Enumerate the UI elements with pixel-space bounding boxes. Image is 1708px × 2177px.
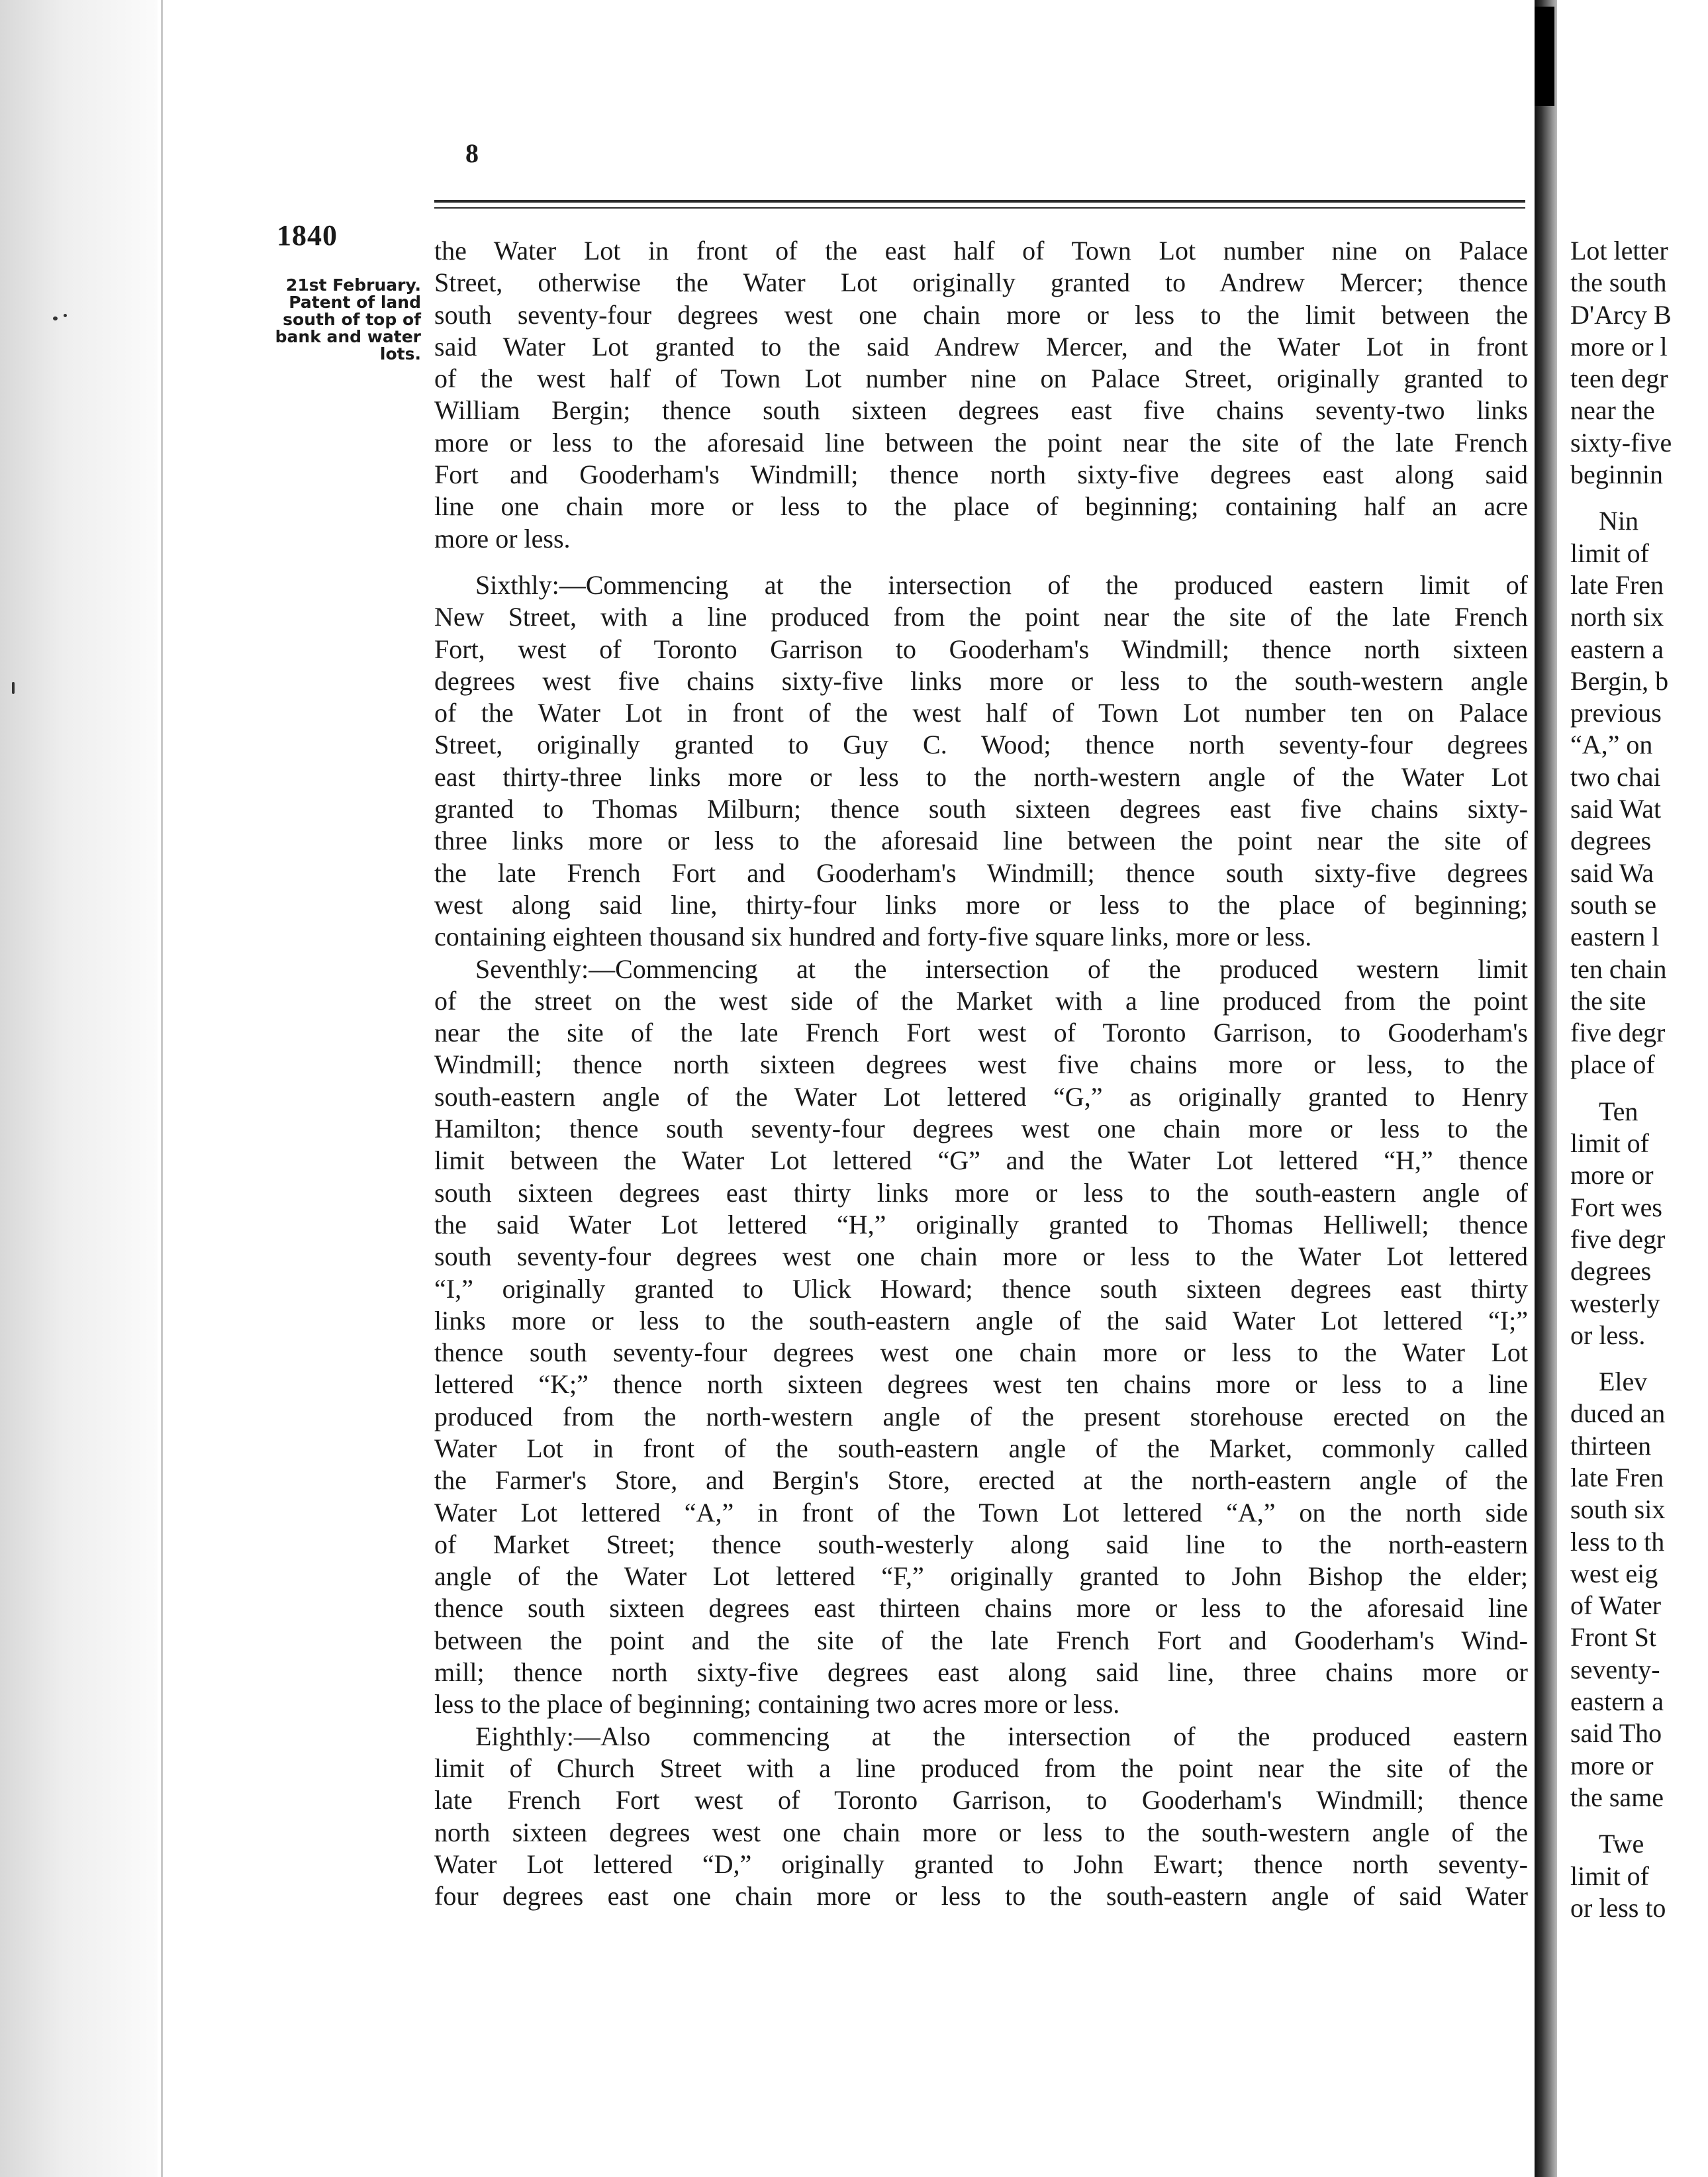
text-line: “I,” originally granted to Ulick Howard; thence south sixteen degrees east thirty: [434, 1273, 1528, 1304]
facing-text-line: place of: [1570, 1049, 1655, 1080]
text-line: Street, originally granted to Guy C. Wood; thence north seventy-four degrees: [434, 730, 1528, 760]
facing-text-line: the same: [1570, 1782, 1664, 1812]
text-line: more or less to the aforesaid line between the point near the site of the late French: [434, 427, 1528, 458]
facing-text-line: limit of: [1570, 1861, 1649, 1891]
paragraph-gap: [1570, 491, 1708, 505]
facing-text-line: teen degr: [1570, 363, 1668, 394]
text-line: Fort and Gooderham's Windmill; thence north sixty-five degrees east along said: [434, 460, 1528, 490]
facing-text-line: or less to: [1570, 1892, 1666, 1923]
text-line: of Market Street; thence south-westerly along said line to the north-eastern: [434, 1529, 1528, 1559]
facing-text-line: said Wa: [1570, 857, 1654, 888]
facing-text-line: south se: [1570, 889, 1656, 920]
text-line: late French Fort west of Toronto Garrison, to Gooderham's Windmill; thence: [434, 1785, 1528, 1815]
facing-text-line: degrees: [1570, 826, 1652, 856]
scan-speck: [53, 316, 58, 320]
facing-text-line: south six: [1570, 1494, 1666, 1525]
text-line: Water Lot in front of the south-eastern angle of the Market, commonly called: [434, 1433, 1528, 1463]
header-rule-thin: [434, 207, 1525, 209]
text-line: between the point and the site of the late French Fort and Gooderham's Wind-: [434, 1625, 1528, 1655]
facing-text-line: Twe: [1599, 1829, 1644, 1859]
facing-text-line: previous: [1570, 698, 1662, 728]
text-line: of the west half of Town Lot number nine on Palace Street, originally granted to: [434, 363, 1528, 394]
text-line: the Water Lot in front of the east half of Town Lot number nine on Palace: [434, 236, 1528, 266]
facing-text-line: eastern l: [1570, 922, 1660, 952]
text-line: thence south sixteen degrees east thirteen chains more or less to the aforesaid line: [434, 1593, 1528, 1623]
facing-text-line: Fort wes: [1570, 1192, 1662, 1222]
paragraph-gap: [1570, 1081, 1708, 1096]
facing-text-line: two chai: [1570, 761, 1661, 792]
facing-text-line: degrees: [1570, 1256, 1652, 1286]
text-line: Water Lot lettered “A,” in front of the Town Lot lettered “A,” on the north side: [434, 1497, 1528, 1527]
facing-text-line: said Tho: [1570, 1718, 1662, 1749]
text-line: north sixteen degrees west one chain more or less to the south-western angle of the: [434, 1817, 1528, 1847]
facing-text-line: D'Arcy B: [1570, 299, 1672, 330]
text-line: the Farmer's Store, and Bergin's Store, erected at the north-eastern angle of the: [434, 1465, 1528, 1496]
text-line: south seventy-four degrees west one chain more or less to the limit between the: [434, 299, 1528, 330]
facing-text-line: ten chain: [1570, 953, 1667, 984]
facing-page-fragment: [1570, 235, 1708, 1924]
text-line: less to the place of beginning; containing two acres more or less.: [434, 1689, 1120, 1719]
facing-text-line: limit of: [1570, 538, 1649, 568]
facing-text-line: north six: [1570, 602, 1664, 632]
facing-text-line: the site: [1570, 985, 1646, 1016]
scan-speck: [64, 314, 67, 317]
text-line: the late French Fort and Gooderham's Windmill; thence south sixty-five degrees: [434, 857, 1528, 888]
facing-text-line: Bergin, b: [1570, 665, 1669, 696]
facing-text-line: Front St: [1570, 1622, 1657, 1653]
facing-text-line: more or l: [1570, 331, 1668, 362]
header-rule: [434, 200, 1525, 203]
text-line: Seventhly:—Commencing at the intersection of the produced western limit: [475, 953, 1528, 984]
text-line: east thirty-three links more or less to the north-western angle of the Water Lot: [434, 761, 1528, 792]
facing-text-line: seventy-: [1570, 1654, 1660, 1684]
left-page-shadow: [0, 0, 158, 2177]
paragraph-gap: [1570, 1814, 1708, 1828]
margin-year: 1840: [277, 219, 338, 252]
facing-text-line: west eig: [1570, 1558, 1658, 1588]
text-line: limit between the Water Lot lettered “G” and the Water Lot lettered “H,” thence: [434, 1145, 1528, 1176]
text-line: south sixteen degrees east thirty links more or less to the south-eastern angle of: [434, 1177, 1528, 1208]
text-line: New Street, with a line produced from the point near the site of the late French: [434, 602, 1528, 632]
text-line: near the site of the late French Fort west of Toronto Garrison, to Gooderham's: [434, 1018, 1528, 1048]
text-line: west along said line, thirty-four links more or less to the place of beginning;: [434, 889, 1528, 920]
text-line: produced from the north-western angle of the present storehouse erected on the: [434, 1401, 1528, 1431]
text-line: Fort, west of Toronto Garrison to Gooderham's Windmill; thence north sixteen: [434, 634, 1528, 664]
text-line: four degrees east one chain more or less to the south-eastern angle of said Water: [434, 1881, 1528, 1911]
facing-text-line: five degr: [1570, 1224, 1666, 1254]
text-line: granted to Thomas Milburn; thence south sixteen degrees east five chains sixty-: [434, 794, 1528, 824]
facing-text-line: near the: [1570, 395, 1655, 426]
main-text-column: [434, 235, 1528, 1912]
facing-text-line: of Water: [1570, 1590, 1662, 1621]
page-number: 8: [465, 138, 479, 168]
facing-text-line: Nin: [1599, 506, 1638, 536]
text-line: limit of Church Street with a line produced from the point near the site of the: [434, 1753, 1528, 1783]
facing-text-line: more or: [1570, 1750, 1654, 1780]
facing-text-line: eastern a: [1570, 1686, 1664, 1717]
facing-text-line: or less.: [1570, 1320, 1646, 1350]
facing-text-line: limit of: [1570, 1128, 1649, 1159]
text-line: said Water Lot granted to the said Andrew Mercer, and the Water Lot in front: [434, 331, 1528, 362]
facing-text-line: “A,” on: [1570, 730, 1653, 760]
text-line: Sixthly:—Commencing at the intersection of the produced eastern limit of: [475, 569, 1528, 600]
facing-text-line: Elev: [1599, 1367, 1648, 1397]
text-line: south seventy-four degrees west one chain more or less to the Water Lot lettered: [434, 1241, 1528, 1272]
facing-text-line: more or: [1570, 1160, 1654, 1190]
text-line: Hamilton; thence south seventy-four degrees west one chain more or less to the: [434, 1114, 1528, 1144]
text-line: mill; thence north sixty-five degrees east along said line, three chains more or: [434, 1657, 1528, 1688]
text-line: of the Water Lot in front of the west half of Town Lot number ten on Palace: [434, 698, 1528, 728]
facing-text-line: westerly: [1570, 1288, 1660, 1318]
margin-note: 21st February. Patent of land south of top of bank and water lots.: [275, 275, 421, 363]
facing-text-line: beginnin: [1570, 460, 1663, 490]
facing-text-line: thirteen: [1570, 1430, 1652, 1461]
paragraph-gap: [1570, 1351, 1708, 1366]
text-line: of the street on the west side of the Market with a line produced from the point: [434, 985, 1528, 1016]
facing-text-line: duced an: [1570, 1398, 1666, 1429]
book-gutter-dark-patch: [1535, 7, 1554, 106]
text-line: links more or less to the south-eastern angle of the said Water Lot lettered “I;”: [434, 1305, 1528, 1335]
text-line: William Bergin; thence south sixteen degrees east five chains seventy-two links: [434, 395, 1528, 426]
book-gutter: [1535, 0, 1557, 2177]
facing-text-line: late Fren: [1570, 569, 1664, 600]
paragraph-gap: [434, 555, 1528, 569]
text-line: Water Lot lettered “D,” originally granted to John Ewart; thence north seventy-: [434, 1849, 1528, 1879]
text-line: three links more or less to the aforesaid line between the point near the site of: [434, 826, 1528, 856]
facing-text-line: sixty-five: [1570, 427, 1672, 458]
facing-text-line: less to th: [1570, 1526, 1665, 1557]
text-line: angle of the Water Lot lettered “F,” originally granted to John Bishop the elder;: [434, 1561, 1528, 1592]
facing-text-line: late Fren: [1570, 1462, 1664, 1492]
text-line: the said Water Lot lettered “H,” originally granted to Thomas Helliwell; thence: [434, 1209, 1528, 1239]
text-line: line one chain more or less to the place of beginning; containing half an acre: [434, 491, 1528, 522]
text-line: degrees west five chains sixty-five links more or less to the south-western angle: [434, 665, 1528, 696]
scan-speck: [12, 682, 15, 694]
facing-text-line: the south: [1570, 267, 1667, 298]
facing-text-line: five degr: [1570, 1018, 1666, 1048]
text-line: south-eastern angle of the Water Lot lettered “G,” as originally granted to Henry: [434, 1081, 1528, 1112]
text-line: Street, otherwise the Water Lot originally granted to Andrew Mercer; thence: [434, 267, 1528, 298]
text-line: containing eighteen thousand six hundred and forty-five square links, more or less.: [434, 922, 1312, 952]
facing-text-line: Ten: [1599, 1096, 1638, 1126]
text-line: Windmill; thence north sixteen degrees west five chains more or less, to the: [434, 1049, 1528, 1080]
facing-text-line: said Wat: [1570, 794, 1662, 824]
text-line: more or less.: [434, 523, 571, 554]
text-line: Eighthly:—Also commencing at the intersection of the produced eastern: [475, 1721, 1528, 1751]
text-line: thence south seventy-four degrees west one chain more or less to the Water Lot: [434, 1337, 1528, 1368]
left-edge-line: [161, 0, 163, 2177]
text-line: lettered “K;” thence north sixteen degrees west ten chains more or less to a line: [434, 1369, 1528, 1400]
facing-text-line: Lot letter: [1570, 236, 1668, 266]
facing-text-line: eastern a: [1570, 634, 1664, 664]
